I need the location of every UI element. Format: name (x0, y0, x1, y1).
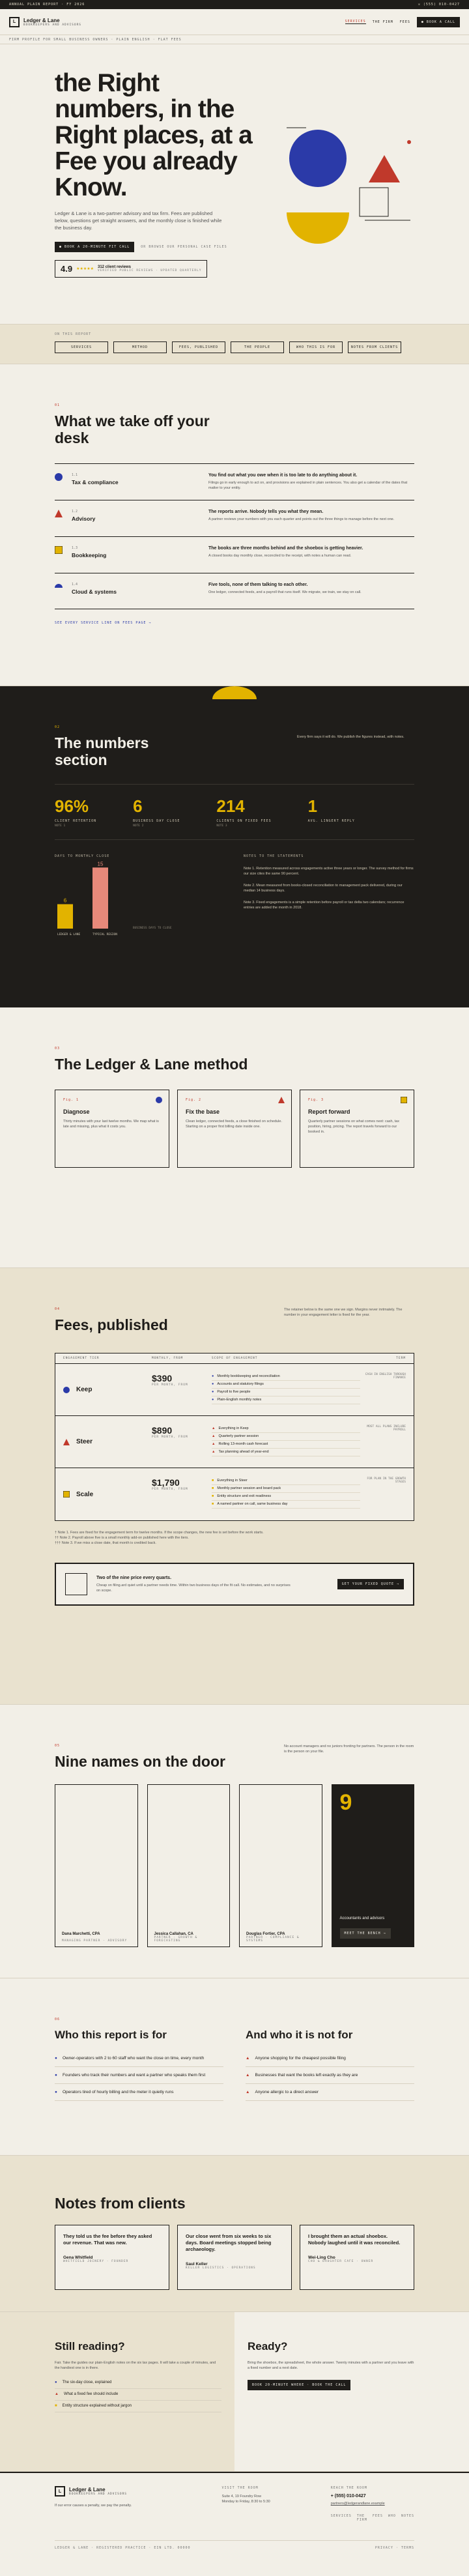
service-row (55, 500, 414, 536)
col-header: ENGAGEMENT TIER (63, 1357, 100, 1360)
ready-title: Ready? (248, 2340, 288, 2352)
blue-circle-shape (289, 130, 347, 187)
red-triangle-icon (63, 1439, 70, 1445)
scope-text: A named partner on call, same business day (217, 1502, 288, 1506)
client-notes-section (0, 2156, 469, 2312)
closing-section (0, 2312, 469, 2472)
hero-body: Ledger & Lane is a two-partner advisory and tax firm. Fees are published below, questions get straight answers, and the monthly close is finished while the business day. (55, 210, 222, 231)
col-header: TERM (396, 1357, 406, 1360)
scope-text: Monthly partner session and board pack (217, 1486, 281, 1490)
top-bar (0, 0, 469, 9)
red-triangle-shape (369, 155, 400, 182)
who-not-item (246, 2084, 414, 2101)
yellow-square-icon (55, 546, 63, 554)
tier-note: FOR PLAN IN THE GROWTH STAGES (367, 1477, 406, 1484)
footer-tag: BOOKKEEPERS AND ADVISORS (69, 2493, 128, 2496)
scope-item: ▲ Everything in Keep (212, 1425, 360, 1433)
stat-value: 214 (216, 796, 245, 816)
tier-name: Keep (76, 1386, 92, 1393)
rating-score: 4.9 (61, 264, 73, 274)
hours-line: Monday to Friday, 8:30 to 5:30 (221, 2500, 270, 2504)
fee-footnote: †† Note 2. Payroll above five is a small monthly add-on published here with the tiers. (55, 1536, 189, 1540)
triangle-bullet-icon: ▲ (246, 2090, 250, 2094)
quote-text: They told us the fee before they asked our revenue. That was new. (63, 2233, 152, 2246)
brand-tag: BOOKKEEPERS AND ADVISORS (23, 23, 82, 27)
services-fees-link[interactable]: SEE EVERY SERVICE LINE ON FEES PAGE → (55, 621, 152, 625)
quote-author: Saul Keller (186, 2262, 208, 2266)
fees-aside: The retainer below is the same one we sign. Margins never inrtmately. The number in your engagement letter is fixed for the year. (284, 1308, 403, 1317)
fee-footnote: ††† Note 3. If we miss a close date, that month is credited back. (55, 1541, 156, 1545)
card-desc: Thirty minutes with your last twelve months. We map what is late and missing, plus what it costs you. (63, 1120, 159, 1129)
fees-title: Fees, published (55, 1316, 168, 1333)
member-role: PARTNER · COMPLIANCE & SYSTEMS (246, 1936, 300, 1943)
section-number: 02 (55, 725, 61, 729)
quote-role: WHITFIELD JOINERY · FOUNDER (63, 2260, 129, 2263)
scope-text: Everything in Steer (217, 1479, 248, 1483)
section-number: 06 (55, 2018, 61, 2021)
hero-title: the Right numbers, in the Right places, at a Fee you already Know. (55, 69, 252, 201)
col-header: SCOPE OF ENGAGEMENT (212, 1357, 258, 1360)
stat-label: CLIENT RETENTION (55, 819, 97, 823)
card-title: Diagnose (63, 1108, 90, 1115)
triangle-bullet-icon: ▲ (246, 2073, 250, 2077)
quote-author: Wei-Ling Cho (308, 2255, 335, 2260)
scope-text: Everything in Keep (218, 1426, 249, 1430)
item-text: Operators tired of hourly billing and the meter it quietly runs (62, 2090, 174, 2094)
team-member-card[interactable] (55, 1784, 138, 1947)
card-title: Report forward (308, 1108, 350, 1115)
outline-square-shape (360, 188, 388, 216)
tier-unit: PER MONTH, FROM (152, 1383, 188, 1387)
stat-label: AVG. LINGERT REPLY (307, 819, 355, 823)
tier-note: CASH IN ENGLISH THROUGH FINANCE (365, 1373, 406, 1380)
stat-note: NOTE 3 (216, 824, 227, 828)
section-number: 01 (55, 403, 61, 407)
fee-tier-row (55, 1468, 414, 1520)
contents-people[interactable]: THE PEOPLE (231, 341, 284, 353)
who-section (0, 1978, 469, 2156)
method-title: The Ledger & Lane method (55, 1056, 248, 1073)
card-desc: Quarterly partner sessions on what comes next: cash, tax position, hiring, pricing. The report travels forward to our booked in. (308, 1120, 400, 1134)
stat-note: NOTE 1 (55, 824, 66, 828)
guide-text: The six-day close, explained (62, 2381, 112, 2384)
scope-item: ● Plain-English monthly notes (212, 1397, 360, 1404)
scope-text: Tax planning ahead of year-end (218, 1450, 269, 1454)
scope-item: ● Accounts and statutory filings (212, 1381, 360, 1389)
scope-item: ▲ Rolling 13-month cash forecast (212, 1441, 360, 1449)
people-section (0, 1705, 469, 1978)
services-title: What we take off your desk (55, 412, 210, 446)
quote-role: CHO & DAUGHTER CAFE · OWNER (308, 2260, 374, 2263)
star-icons: ★★★★★ (76, 267, 94, 271)
footer-link[interactable]: THE FIRM (356, 2514, 367, 2522)
item-text: Anyone allergic to a direct answer (255, 2090, 319, 2094)
team-count-card (332, 1784, 415, 1947)
numbers-section (0, 686, 469, 1007)
service-num: 1.3 (72, 546, 78, 550)
stat-item (133, 796, 180, 828)
quote-author: Gena Whitfield (63, 2255, 93, 2260)
service-row (55, 536, 414, 573)
scope-text: Accounts and statutory filings (217, 1382, 264, 1386)
footer (0, 2472, 469, 2576)
notes-label: NOTES TO THE STATEMENTS (244, 854, 304, 858)
book-call-button[interactable]: ● BOOK A CALL (417, 17, 460, 27)
bar-value-label: 6 (63, 897, 67, 904)
scope-text: Monthly bookkeeping and reconciliation (217, 1374, 280, 1378)
service-row (55, 463, 414, 500)
service-num: 1.4 (72, 583, 78, 586)
brand-name: Ledger & Lane (23, 17, 60, 23)
still-reading-body: Fair. Take the guides our plain-English notes on the six tax pages. It will take a couple of minutes, and the handiest one is in there. (55, 2361, 216, 2370)
team-count-label: Accountants and advisors (339, 1917, 385, 1920)
contents-notes[interactable]: NOTES FROM CLIENTS (348, 341, 401, 353)
member-name: Jessica Callahan, CA (154, 1932, 193, 1936)
book-call-cta[interactable]: BOOK 20-MINUTE WHERE · BOOK THE CALL (248, 2380, 350, 2390)
fee-tier-row (55, 1364, 414, 1416)
rating-badge (55, 260, 207, 278)
service-title: Five tools, none of them talking to each other. (208, 583, 308, 587)
member-role: PARTNER · GROWTH & FORECASTING (154, 1936, 198, 1943)
card-title: Fix the base (186, 1108, 220, 1115)
still-reading-panel (0, 2312, 234, 2471)
phone-link[interactable]: ☏ (555) 010-0427 (418, 3, 460, 7)
blue-halfcircle-icon (55, 583, 63, 590)
yellow-semicircle-shape (212, 686, 257, 699)
service-name: Advisory (72, 515, 96, 522)
tier-name: Scale (76, 1490, 94, 1498)
contents-method[interactable]: METHOD (113, 341, 167, 353)
service-name: Tax & compliance (72, 479, 119, 485)
nav-firm[interactable]: THE FIRM (372, 20, 393, 24)
team-member-card[interactable] (239, 1784, 322, 1947)
bar-1 (92, 867, 108, 929)
footer-phone[interactable]: + (555) 010-0427 (330, 2494, 366, 2498)
yellow-square-icon (401, 1097, 407, 1103)
tier-unit: PER MONTH, FROM (152, 1436, 188, 1439)
stat-value: 1 (307, 796, 318, 816)
scope-item: ▲ Tax planning ahead of year-end (212, 1449, 360, 1456)
blue-circle-icon (156, 1097, 162, 1103)
member-name: Douglas Fortier, CPA (246, 1932, 285, 1936)
offer-square-icon (65, 1573, 87, 1595)
service-desc: Filings go in early enough to act on, and provisions are explained in plain sentences. You also get a calendar of the dates that matter to your entity. (208, 481, 408, 490)
col-header: MONTHLY, FROM (152, 1357, 184, 1360)
scope-item: ■ Monthly partner session and board pack (212, 1485, 360, 1493)
service-title: The books are three months behind and the shoebox is getting heavier. (208, 546, 363, 551)
nav-services[interactable]: SERVICES (345, 20, 366, 23)
offer-title: Two of the nine price every quarts. (96, 1575, 172, 1580)
legal-links[interactable]: PRIVACY · TERMS (375, 2546, 414, 2550)
card-step: Fig. 3 (308, 1098, 324, 1102)
scope-text: Plain-English monthly notes (217, 1398, 262, 1402)
service-desc: A closed books day monthly close, reconciled to the receipt, with notes a human can read. (208, 554, 352, 558)
service-name: Bookkeeping (72, 552, 107, 558)
member-name: Dana Marchetti, CPA (62, 1932, 100, 1936)
blue-circle-icon (63, 1387, 70, 1393)
testimonial-card (300, 2225, 414, 2290)
bullet-icon: ● (55, 2073, 57, 2077)
service-num: 1.2 (72, 510, 78, 514)
scope-item: ● Payroll to five people (212, 1389, 360, 1397)
bullet-icon: ● (55, 2090, 57, 2094)
item-text: Founders who track their numbers and want a partner who speaks them first (62, 2073, 206, 2077)
scope-item: ▲ Quarterly partner session (212, 1433, 360, 1441)
service-row (55, 573, 414, 609)
rating-sub: VERIFIED PUBLIC REVIEWS · UPDATED QUARTERLY (97, 269, 202, 272)
section-number: 05 (55, 1744, 61, 1748)
statement-note: Note 3. Fixed engagements is a simple retention before payroll or tax delta two calendars; recurrence entries are added the month in 2018. (244, 901, 405, 910)
red-triangle-icon (278, 1097, 285, 1103)
quote-offer-box (55, 1563, 414, 1606)
numbers-title: The numbers section (55, 734, 149, 768)
scope-item: ● Monthly bookkeeping and reconciliation (212, 1373, 360, 1381)
method-card (300, 1090, 414, 1168)
bar-value-label: 15 (97, 861, 104, 867)
address-line: Suite 4, 19 Foundry Row (221, 2495, 262, 2498)
red-dot-shape (407, 140, 411, 144)
statement-note: Note 2. Mean measured from books-closed reconciliation to management pack delivered, during our median 14 business days. (244, 884, 403, 893)
who-for-item (55, 2067, 223, 2084)
contents-services[interactable]: SERVICES (55, 341, 108, 353)
stat-label: CLIENTS ON FIXED FEES (216, 819, 272, 823)
testimonial-card (55, 2225, 169, 2290)
tier-price: $1,790 (152, 1477, 180, 1488)
method-card (177, 1090, 292, 1168)
service-desc: A partner reviews your numbers with you each quarter and points out the three things to manage before the next one. (208, 517, 395, 521)
fee-footnote: † Note 1. Fees are fixed for the engagement term for twelve months. If the scope changes, the new fee is set before the work starts. (55, 1531, 264, 1535)
quote-text: I brought them an actual shoebox. Nobody laughed until it was reconciled. (308, 2233, 401, 2246)
fees-table (55, 1353, 414, 1521)
fee-tier-row (55, 1416, 414, 1468)
footer-link[interactable]: WHO (388, 2514, 396, 2518)
statement-note: Note 1. Retention measured across engagements active three years or longer. The survey method for firms our size cites the same 90 percent. (244, 867, 414, 876)
service-num: 1.1 (72, 473, 78, 477)
quote-role: KELLER LOGISTICS · OPERATIONS (186, 2266, 256, 2270)
ready-body: Bring the shoebox, the spreadsheet, the whole answer. Twenty minutes with a partner and you leave with a fixed number and a next date. (248, 2361, 414, 2370)
testimonial-card (177, 2225, 292, 2290)
tier-unit: PER MONTH, FROM (152, 1488, 188, 1491)
guide-link[interactable]: ● The six-day close, explained (55, 2377, 221, 2389)
numbers-aside: Every firm says it will do. We publish the figures instead, with notes. (297, 735, 405, 739)
tier-price: $890 (152, 1425, 173, 1436)
service-desc: One ledger, connected feeds, and a payroll that runs itself. We migrate, we train, we stay on call. (208, 590, 362, 594)
who-not-title: And who it is not for (246, 2029, 353, 2041)
stat-item (308, 796, 355, 828)
guide-link[interactable]: ▲ What a fixed fee should include (55, 2389, 221, 2401)
footer-link[interactable]: SERVICES (330, 2514, 352, 2518)
legal-text: LEDGER & LANE · REGISTERED PRACTICE · EIN LTD. 00000 (55, 2546, 191, 2550)
bar-category-label: TYPICAL REGION (92, 933, 117, 936)
stat-value: 6 (133, 796, 143, 816)
ready-panel (234, 2312, 469, 2471)
triangle-bullet-icon: ▲ (246, 2056, 250, 2061)
section-number: 04 (55, 1307, 61, 1311)
yellow-halfcircle-shape (287, 212, 349, 244)
fit-call-label: BOOK A 20-MINUTE FIT CALL (64, 245, 130, 249)
offer-desc: Cheap on filing.ard quiet until a partner needs time. Within two business days of the fit call. No estimates, and no surprises on scope. (96, 1583, 291, 1593)
contents-fees[interactable]: FEES, PUBLISHED (172, 341, 225, 353)
blue-circle-icon (55, 473, 63, 481)
case-files-link[interactable]: OR BROWSE OUR PERSONAL CASE FILES (141, 245, 227, 249)
item-text: Businesses that want the books left exactly as they are (255, 2073, 358, 2077)
scope-item: ■ A named partner on call, same business day (212, 1501, 360, 1509)
report-label: ANNUAL PLAIN REPORT · FY 2026 (9, 3, 85, 7)
nav-fees[interactable]: FEES (399, 20, 410, 24)
scope-item: ■ Entity structure and exit readiness (212, 1493, 360, 1501)
fees-table-header (55, 1353, 414, 1364)
tier-name: Steer (76, 1438, 93, 1445)
team-member-card[interactable] (147, 1784, 231, 1947)
chart-title: DAYS TO MONTHLY CLOSE (55, 854, 110, 858)
item-text: Anyone shopping for the cheapest possible filing (255, 2056, 346, 2061)
method-section (0, 1007, 469, 1268)
scope-item: ■ Everything in Steer (212, 1477, 360, 1485)
scope-text: Entity structure and exit readiness (217, 1494, 272, 1498)
services-section (0, 364, 469, 686)
contents-who[interactable]: WHO THIS IS FOR (289, 341, 343, 353)
service-name: Cloud & systems (72, 588, 117, 595)
ticker: FIRM PROFILE FOR SMALL BUSINESS OWNERS · PLAIN ENGLISH · FLAT FEES (0, 35, 469, 44)
stat-label: BUSINESS DAY CLOSE (133, 819, 180, 823)
chart-caption: BUSINESS DAYS TO CLOSE (133, 927, 172, 930)
fees-section (0, 1268, 469, 1705)
stats-row (55, 784, 414, 840)
red-triangle-icon (55, 510, 63, 517)
who-not-item (246, 2050, 414, 2067)
reach-label: REACH THE ROOM (330, 2486, 367, 2490)
close-days-chart (55, 858, 218, 943)
footer-link[interactable]: FEES (372, 2514, 383, 2518)
section-number: 03 (55, 1047, 61, 1050)
bar-0 (57, 904, 73, 929)
tier-price: $390 (152, 1373, 173, 1383)
team-count: 9 (339, 1790, 352, 1815)
who-for-item (55, 2084, 223, 2101)
method-card (55, 1090, 169, 1168)
notes-title: Notes from clients (55, 2195, 186, 2212)
hero-shapes-illustration (287, 123, 423, 311)
logo-icon: L (55, 2486, 65, 2496)
yellow-square-icon (63, 1491, 70, 1498)
scope-text: Rolling 13-month cash forecast (218, 1442, 268, 1446)
bar-category-label: LEDGER & LANE (57, 933, 81, 936)
footer-motto: If our error causes a penalty, we pay the penalty. (55, 2504, 132, 2508)
book-call-label: BOOK A CALL (426, 20, 455, 24)
card-step: Fig. 2 (186, 1098, 202, 1102)
stat-note: NOTE 2 (133, 824, 144, 828)
stat-item (216, 796, 271, 828)
stat-value: 96% (55, 796, 89, 816)
main-nav (0, 9, 469, 35)
people-title: Nine names on the door (55, 1753, 225, 1770)
contents-label: ON THIS REPORT (55, 332, 92, 336)
visit-label: VISIT THE ROOM (221, 2486, 259, 2490)
footer-link[interactable]: NOTES (401, 2514, 414, 2518)
who-not-item (246, 2067, 414, 2084)
card-step: Fig. 1 (63, 1098, 79, 1102)
people-aside: No account managers and no juniors fronting for partners. The person in the room is the person on your file. (284, 1744, 414, 1754)
footer-brand: Ledger & Lane (69, 2487, 106, 2493)
still-reading-title: Still reading? (55, 2340, 125, 2352)
who-for-title: Who this report is for (55, 2029, 167, 2041)
scope-text: Quarterly partner session (218, 1434, 259, 1438)
report-contents (0, 325, 469, 364)
guide-text: What a fixed fee should include (63, 2392, 119, 2396)
member-role: MANAGING PARTNER · ADVISORY (62, 1939, 128, 1943)
fit-call-button[interactable]: ● BOOK A 20-MINUTE FIT CALL (55, 242, 134, 252)
who-for-item (55, 2050, 223, 2067)
hero-section (0, 44, 469, 325)
scope-text: Payroll to five people (217, 1390, 251, 1394)
service-title: You find out what you owe when it is too late to do anything about it. (208, 473, 358, 478)
footer-email[interactable]: partners@ledgerandlane.example (330, 2502, 385, 2506)
rating-label: 312 client reviews (97, 265, 132, 269)
item-text: Owner-operators with 2 to 60 staff who want the close on time, every month (62, 2056, 205, 2061)
guide-text: Entity structure explained without jargon (62, 2404, 132, 2408)
bullet-icon: ● (55, 2056, 57, 2061)
service-title: The reports arrive. Nobody tells you what they mean. (208, 510, 324, 514)
brand[interactable] (9, 17, 81, 27)
card-desc: Clean ledger, connected feeds, a close finished on schedule. Starting on a proper first billing date inside one. (186, 1120, 282, 1129)
guide-link[interactable]: ■ Entity structure explained without jargon (55, 2401, 221, 2412)
meet-bench-button[interactable]: MEET THE BENCH → (340, 1928, 391, 1939)
fixed-quote-button[interactable]: GET YOUR FIXED QUOTE → (337, 1579, 404, 1589)
quote-text: Our close went from six weeks to six days. Board meetings stopped being archaeology. (186, 2233, 272, 2252)
tier-note: MOST ALL PLANS INCLUDE PAYROLL (367, 1425, 406, 1432)
stat-item (55, 796, 96, 828)
logo-icon: L (9, 17, 20, 27)
